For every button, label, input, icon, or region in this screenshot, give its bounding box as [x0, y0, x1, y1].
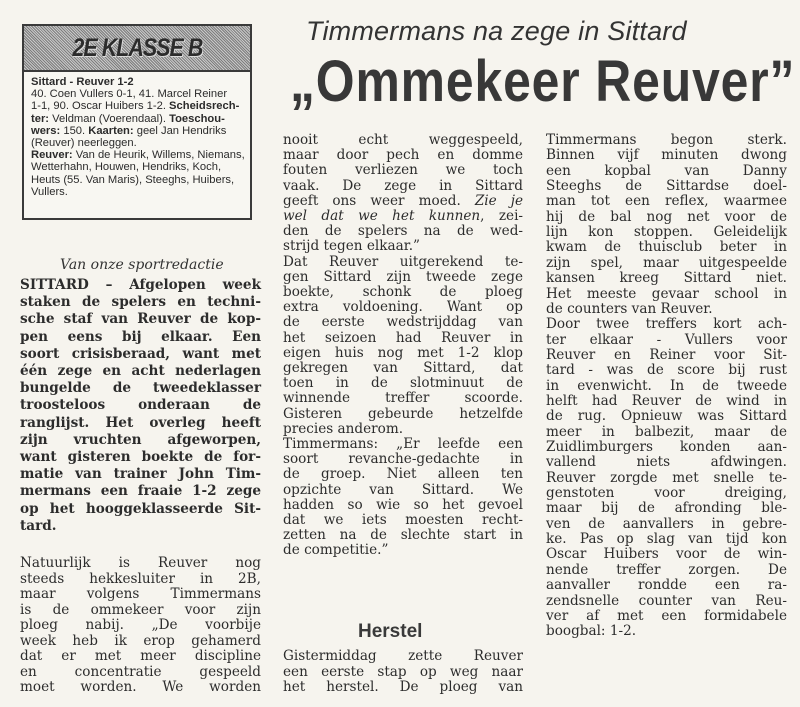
text-line: maar door pech en domme [283, 147, 523, 164]
text-line: ver af met een formidabele [546, 607, 787, 624]
text-line: pen eens bij elkaar. Een [20, 328, 261, 345]
match-detail-line: 1-1, 90. Oscar Huibers 1-2. Scheidsrech- [31, 100, 240, 113]
match-score: Sittard - Reuver 1-2 [31, 76, 134, 88]
article-subhead: Herstel [358, 621, 423, 642]
text-line: mermans een fraaie 1-2 zege [20, 483, 261, 500]
text-line: fouten verliezen we toch [283, 162, 523, 179]
text-line: steeds hekkesluiter in 2B, [20, 570, 261, 587]
text-line: matie van trainer John Tim- [20, 466, 261, 483]
text-line: dat er met meer discipline [20, 648, 261, 664]
text-line: de competitie.” [283, 542, 389, 559]
text-line: ter elkaar - Vullers voor [546, 331, 787, 348]
text-line: tard - was de score bij rust [546, 362, 787, 379]
match-result-box [22, 24, 252, 220]
match-detail-line: wers: 150. Kaarten: geel Jan Hendriks [31, 124, 227, 137]
match-detail-line: ter: Veldman (Voerendaal). Toeschou- [31, 112, 225, 125]
league-title: 2E KLASSE B [72, 33, 202, 62]
text-line: Timmermans begon sterk. [546, 132, 787, 148]
text-line: Timmermans: „Er leefde een [283, 436, 523, 452]
text-line: moet worden. We worden [20, 679, 261, 695]
text-line: kwam de thuisclub beter in [546, 239, 787, 256]
text-line: precies anderom. [283, 420, 404, 437]
text-line: strijd tegen elkaar.” [283, 238, 420, 255]
text-line: den de spelers na de wed- [283, 223, 523, 240]
text-line: Het meeste gevaar school in [546, 285, 787, 302]
text-line: Zuidlimburgers konden aan- [546, 439, 787, 455]
text-line: de eerste wedstrijddag van [283, 314, 523, 331]
text-line: vallend niets afdwingen. [546, 454, 787, 471]
text-line: geeft ons weer moed. Zie je [283, 192, 523, 209]
text-line: meer in balbezit, maar de [546, 423, 787, 440]
text-line: hadden so wie so het gevoel [283, 496, 523, 513]
text-line: een eerste stap op weg naar [283, 663, 523, 680]
text-line: wel dat we het kunnen, zei- [283, 208, 524, 224]
match-detail-line: Vullers. [31, 185, 68, 198]
text-line: extra voldoening. Want op [283, 299, 523, 316]
text-line: is de ommekeer voor zijn [20, 601, 261, 618]
text-line: want gisteren boekte de for- [20, 449, 261, 465]
text-line: Dat Reuver uitgerekend te- [283, 253, 523, 270]
text-line: gekregen van Sittard, dat [283, 360, 523, 376]
text-line: de counters van Reuver. [546, 300, 713, 317]
text-line: en concentratie gespeeld [20, 663, 261, 680]
text-line: helft had Reuver de wind in [546, 392, 787, 409]
text-line: sche staf van Reuver de kop- [20, 311, 261, 328]
text-line: Gistermiddag zette Reuver [283, 648, 523, 664]
match-detail-line: 40. Coen Vullers 0-1, 41. Marcel Reiner [31, 88, 228, 101]
text-line: Reuver en Reiner voor Sit- [546, 346, 787, 363]
text-line: soort revanche-gedachte in [283, 451, 523, 468]
match-detail-line: Wetterhahn, Houwen, Hendriks, Koch, [31, 161, 222, 174]
text-line: zijn vruchten afgeworpen, [20, 431, 261, 448]
text-line: zendsnelle counter van Reu- [546, 592, 787, 609]
text-line: maar volgens Timmermans [20, 586, 261, 602]
text-line: één zege en acht nederlagen [20, 363, 261, 379]
text-line: ploeg nabij. „De voorbije [20, 617, 261, 633]
match-details-lines [31, 88, 243, 198]
text-line: ven de aanvallers in gebre- [546, 515, 787, 532]
text-line: nende treffer zorgen. De [546, 561, 787, 578]
text-line: Gisteren gebeurde hetzelfde [283, 405, 523, 422]
text-line: de groep. Niet alleen ten [283, 466, 523, 483]
text-line: Door twee treffers kort ach- [546, 316, 787, 333]
text-line: genstoten voor dreiging, [546, 485, 787, 502]
text-line: Natuurlijk is Reuver nog [20, 555, 261, 571]
text-line: opzichte van Sittard. We [283, 481, 523, 498]
text-line: een kopbal van Danny [546, 162, 787, 179]
text-line: zetten na de slechte start in [283, 527, 523, 544]
result-box-header [24, 26, 250, 72]
article-kicker: Timmermans na zege in Sittard [306, 16, 687, 46]
text-line: week heb ik erop gehamerd [20, 632, 261, 649]
text-line: Oscar Huibers voor de win- [546, 546, 787, 563]
text-line: man tot een reflex, waarmee [546, 193, 787, 210]
text-line: ranglijst. Het overleg heeft [20, 414, 261, 431]
text-line: maar bij de afronding ble- [546, 500, 787, 517]
text-line: vaak. De zege in Sittard [283, 177, 523, 194]
text-line: het seizoen had Reuver in [283, 329, 523, 346]
text-line: staken de spelers en techni- [20, 294, 261, 311]
text-line: het herstel. De ploeg van [283, 679, 523, 695]
text-line: zijn spel, maar uitgespeelde [546, 254, 787, 271]
text-line: kansen kreeg Sittard niet. [546, 270, 787, 287]
text-line: nooit echt weggespeeld, [283, 132, 523, 148]
article-byline: Van onze sportredactie [60, 257, 224, 273]
text-line: Steeghs de Sittardse doel- [546, 178, 787, 195]
text-line: eigen huis nog met 1-2 klop [283, 344, 523, 361]
match-detail-line: (Reuver) neerleggen. [31, 137, 137, 150]
text-line: op het hooggeklasseerde Sit- [20, 500, 261, 517]
text-line: tard. [20, 517, 57, 534]
text-line: boekte, schonk de ploeg [283, 284, 523, 300]
text-line: gen Sittard zijn tweede zege [283, 268, 523, 285]
text-line: Reuver zorgde met snelle te- [546, 469, 787, 486]
match-details [24, 72, 250, 198]
match-detail-line: Heuts (55. Van Maris), Steeghs, Huibers, [31, 173, 235, 186]
text-line: Binnen vijf minuten dwong [546, 147, 787, 164]
text-line: lijn kon stoppen. Geleidelijk [546, 224, 787, 241]
text-line: hij de bal nog net voor de [546, 208, 787, 225]
article-headline: „Ommekeer Reuver” [290, 49, 796, 114]
text-line: boogbal: 1-2. [546, 623, 637, 640]
text-line: in evenwicht. In de tweede [546, 377, 787, 394]
match-detail-line: Reuver: Van de Heurik, Willems, Niemans, [31, 149, 245, 162]
text-line: soort crisisberaad, want met [20, 345, 261, 362]
text-line: aanvaller rondde een ra- [546, 577, 787, 594]
text-line: toen in de slotminuut de [283, 375, 523, 392]
text-line: de rug. Opnieuw was Sittard [546, 408, 787, 425]
text-line: SITTARD – Afgelopen week [20, 277, 261, 293]
text-line: winnende treffer scoorde. [283, 390, 523, 407]
text-line: ke. Pas op slag van tijd kon [546, 531, 787, 548]
text-line: dat we iets moesten recht- [283, 512, 523, 528]
text-line: troosteloos onderaan de [20, 397, 261, 414]
text-line: bungelde de tweedeklasser [20, 380, 261, 397]
